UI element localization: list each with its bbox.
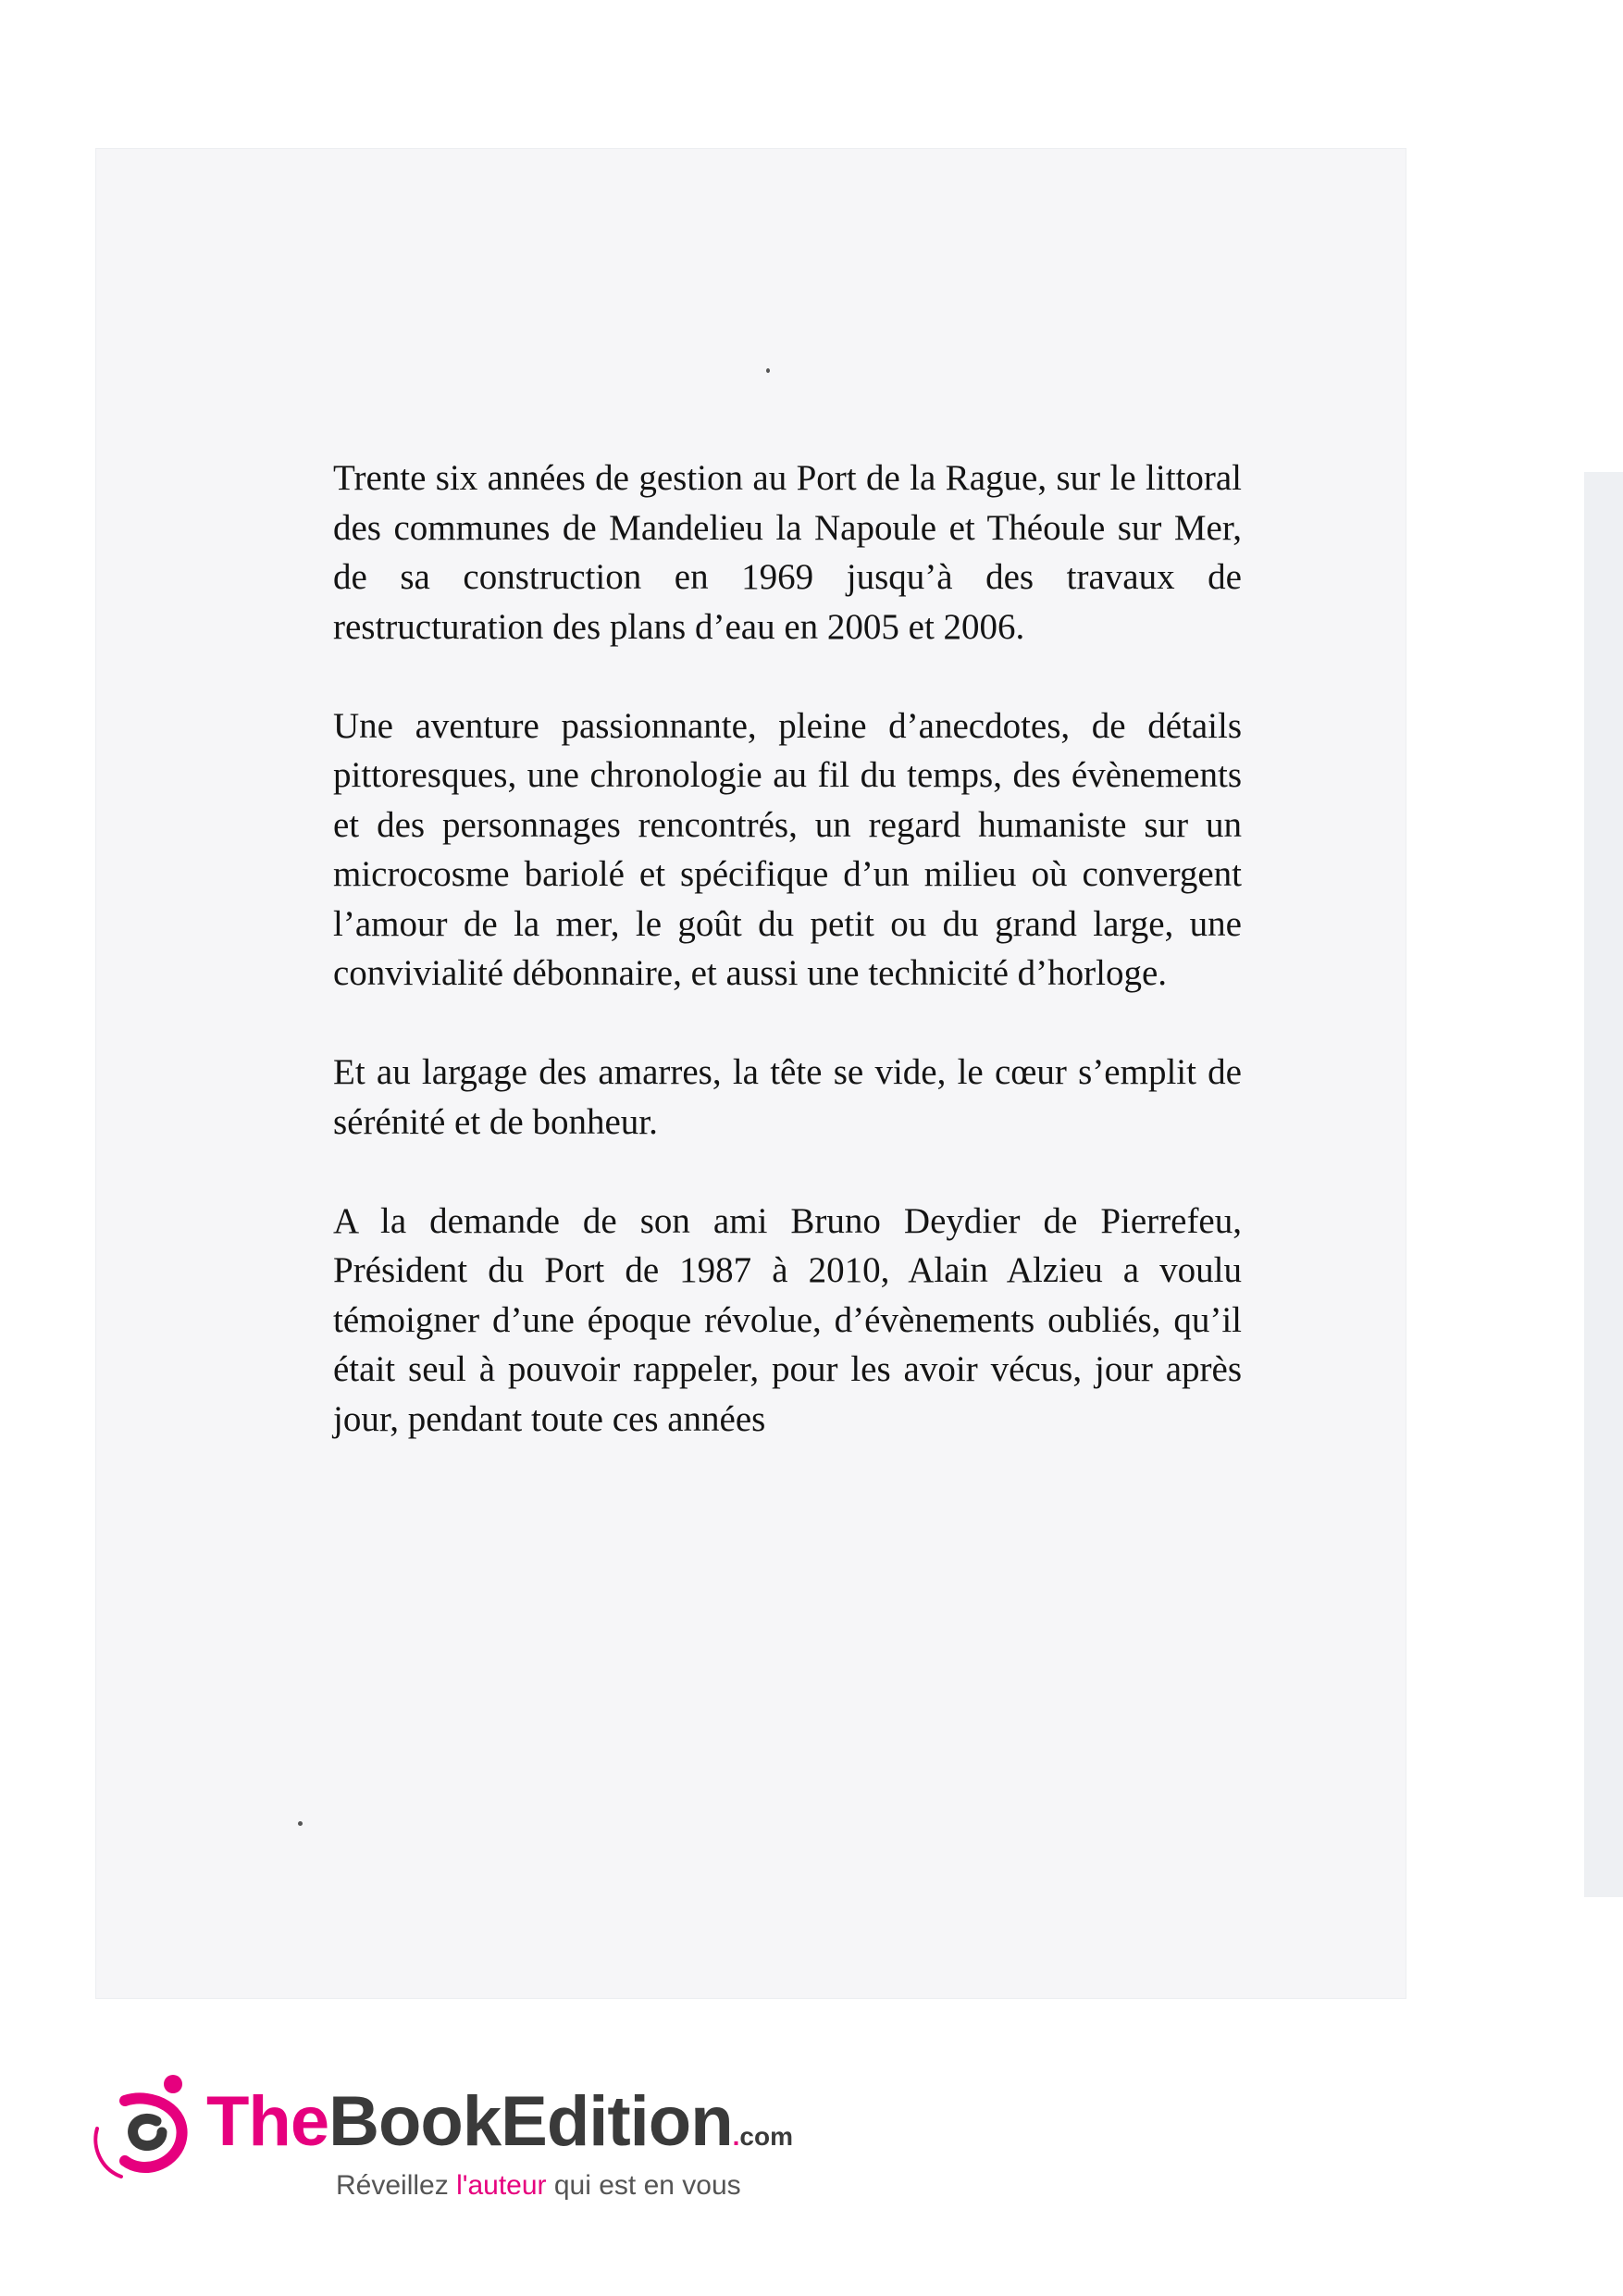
tagline-after: qui est en vous	[546, 2170, 741, 2201]
brand-tagline	[336, 2170, 741, 2202]
publisher-brand	[88, 2073, 847, 2221]
brand-domain-com: com	[739, 2122, 793, 2151]
brand-domain-dot: .	[732, 2122, 740, 2151]
tagline-before: Réveillez	[336, 2170, 457, 2201]
brand-name	[206, 2080, 793, 2178]
paragraph-1: Trente six années de gestion au Port de la Rague, sur le littoral des communes de Mandelieu la Napoule et Théoule sur Mer, de sa construction en 1969 jusqu’à des travaux de restructuration des plans d’eau en 2005 et 2006.	[333, 458, 1242, 647]
scan-edge-strip	[1584, 472, 1623, 1897]
brand-name-the: The	[206, 2082, 329, 2161]
scan-speck	[298, 1821, 303, 1826]
document-body	[333, 453, 1242, 1494]
brand-name-book: Book	[328, 2082, 502, 2161]
paragraph-4: A la demande de son ami Bruno Deydier de Pierrefeu, Président du Port de 1987 à 2010, Alain Alzieu a voulu témoigner d’une époque révolue, d’évènements oubliés, qu’il était seul à pouvoir rappeler, pour les avoir vécus, jour après jour, pendant toute ces années	[333, 1200, 1242, 1439]
brand-domain	[733, 2122, 793, 2151]
tagline-highlight: l'auteur	[456, 2170, 547, 2201]
paragraph-3: Et au largage des amarres, la tête se vide, le cœur s’emplit de sérénité et de bonheur.	[333, 1052, 1242, 1142]
brand-name-edition: Edition	[501, 2082, 733, 2161]
person-swirl-logo-icon	[88, 2073, 199, 2184]
scan-speck	[766, 368, 770, 373]
paragraph-2: Une aventure passionnante, pleine d’anecdotes, de détails pittoresques, une chronologie au fil du temps, des évènements et des personnages rencontrés, un regard humaniste sur un microcosme bariolé et spécifique d’un milieu où convergent l’amour de la mer, le goût du petit ou du grand large, une convivialité débonnaire, et aussi une technicité d’horloge.	[333, 705, 1242, 993]
